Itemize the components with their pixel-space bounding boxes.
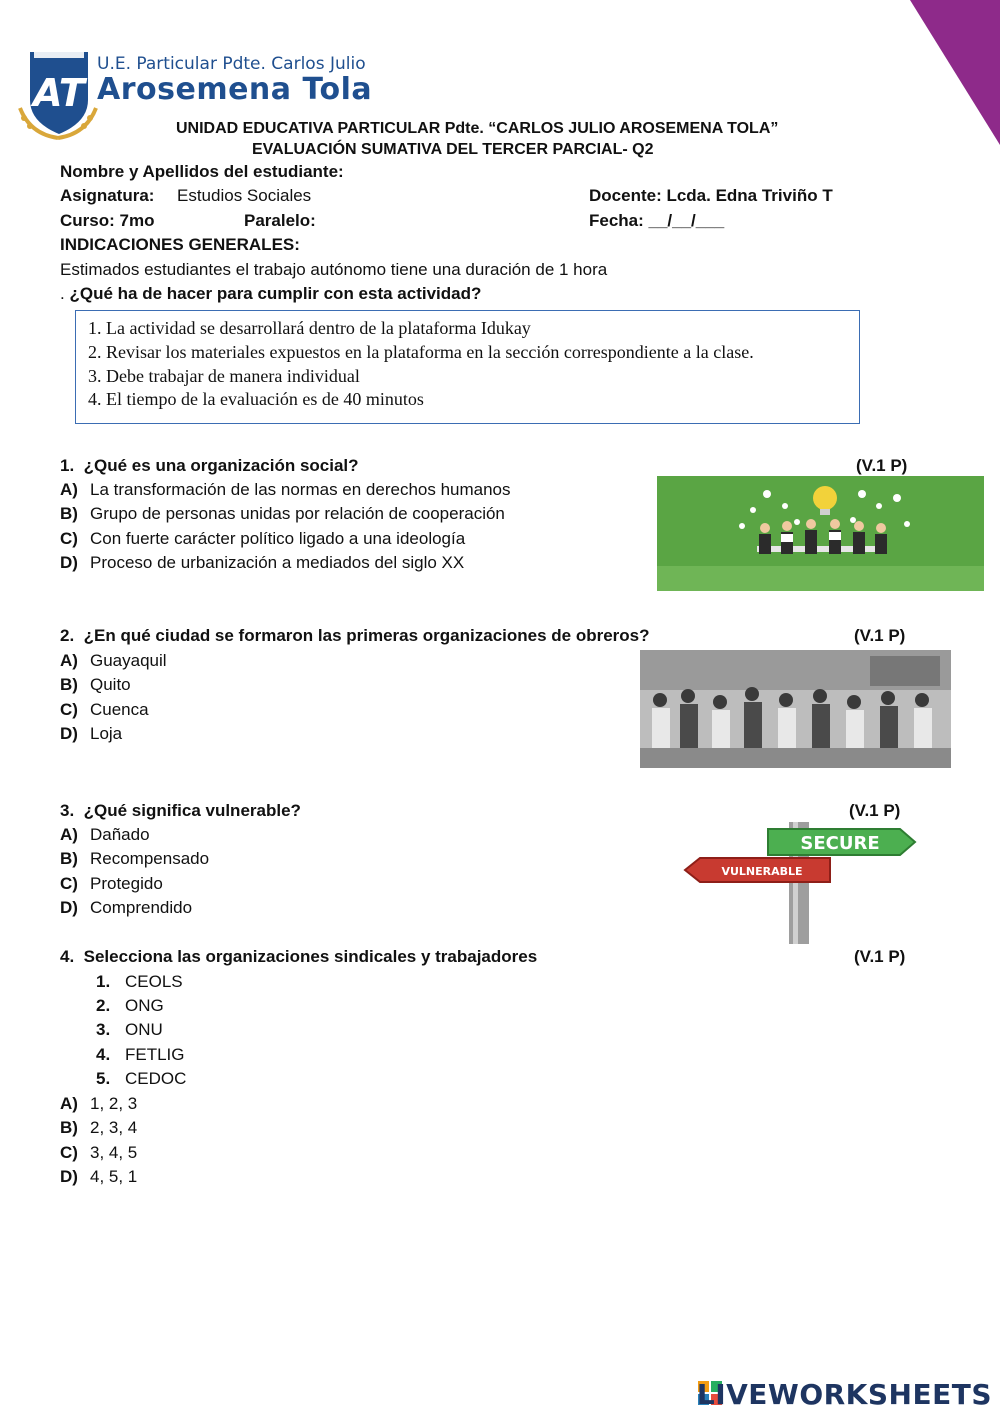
question-4 xyxy=(60,947,537,967)
secure-vulnerable-signpost xyxy=(682,822,918,944)
question-3 xyxy=(60,801,301,821)
activity-question xyxy=(60,284,481,304)
header-title: UNIDAD EDUCATIVA PARTICULAR Pdte. “CARLOS JULIO AROSEMENA TOLA” xyxy=(176,120,779,137)
sign-secure-text: SECURE xyxy=(800,833,880,854)
question-2 xyxy=(60,626,650,646)
question-text: ¿Qué significa vulnerable? xyxy=(83,801,301,820)
instructions-box xyxy=(75,310,860,424)
question-number: 3. xyxy=(60,801,75,820)
option-c[interactable]: C) 3, 4, 5 xyxy=(60,1143,138,1162)
corner-decoration xyxy=(910,0,1000,145)
list-item: 2. ONG xyxy=(96,996,164,1015)
social-organization-illustration xyxy=(657,476,984,591)
question-1 xyxy=(60,456,359,476)
option-d[interactable]: D) Loja xyxy=(60,724,123,743)
option-c[interactable]: C) Protegido xyxy=(60,874,163,893)
subject-label: Asignatura: xyxy=(60,186,155,205)
logo-school-line: U.E. Particular Pdte. Carlos Julio xyxy=(97,54,366,74)
option-a[interactable]: A) La transformación de las normas en derechos humanos xyxy=(60,480,511,499)
instruction-item: 3. Debe trabajar de manera individual xyxy=(88,366,360,386)
parallel-label: Paralelo: xyxy=(244,211,316,230)
instruction-item: 2. Revisar los materiales expuestos en la plataforma en la sección correspondiente a la clase. xyxy=(88,342,754,362)
question-text: ¿Qué es una organización social? xyxy=(83,456,359,475)
question-number: 2. xyxy=(60,626,75,645)
option-b[interactable]: B) Grupo de personas unidas por relación de cooperación xyxy=(60,504,505,523)
question-1-points: (V.1 P) xyxy=(856,456,908,475)
list-item: 1. CEOLS xyxy=(96,972,183,991)
instruction-item: 1. La actividad se desarrollará dentro de la plataforma Idukay xyxy=(88,318,531,338)
option-b[interactable]: B) Recompensado xyxy=(60,849,210,868)
option-a[interactable]: A) Dañado xyxy=(60,825,150,844)
instruction-item: 4. El tiempo de la evaluación es de 40 minutos xyxy=(88,389,424,409)
option-a[interactable]: A) Guayaquil xyxy=(60,651,167,670)
question-3-points: (V.1 P) xyxy=(849,801,901,820)
question-number: 4. xyxy=(60,947,75,966)
option-d[interactable]: D) Proceso de urbanización a mediados del siglo XX xyxy=(60,553,465,572)
workers-meeting-photo xyxy=(640,650,951,768)
option-a[interactable]: A) 1, 2, 3 xyxy=(60,1094,138,1113)
subject-value: Estudios Sociales xyxy=(177,186,312,205)
header-subtitle: EVALUACIÓN SUMATIVA DEL TERCER PARCIAL- Q2 xyxy=(252,141,654,158)
option-b[interactable]: B) Quito xyxy=(60,675,131,694)
option-d[interactable]: D) 4, 5, 1 xyxy=(60,1167,138,1186)
school-logo-shield-icon xyxy=(16,48,98,140)
option-c[interactable]: C) Cuenca xyxy=(60,700,149,719)
sign-vulnerable-text: VULNERABLE xyxy=(721,865,803,878)
liveworksheets-brand: LIVEWORKSHEETS xyxy=(696,1378,992,1411)
course-label: Curso: 7mo xyxy=(60,211,155,230)
question-2-points: (V.1 P) xyxy=(854,626,906,645)
date-field: Fecha: __/__/___ xyxy=(589,211,725,230)
general-instructions-heading: INDICACIONES GENERALES: xyxy=(60,235,300,254)
option-c[interactable]: C) Con fuerte carácter político ligado a una ideología xyxy=(60,529,466,548)
list-item: 5. CEDOC xyxy=(96,1069,187,1088)
option-d[interactable]: D) Comprendido xyxy=(60,898,193,917)
logo-mark-text: AT xyxy=(33,71,85,115)
question-4-points: (V.1 P) xyxy=(854,947,906,966)
list-item: 3. ONU xyxy=(96,1020,163,1039)
question-text: ¿En qué ciudad se formaron las primeras organizaciones de obreros? xyxy=(83,626,650,645)
option-b[interactable]: B) 2, 3, 4 xyxy=(60,1118,138,1137)
question-text: Selecciona las organizaciones sindicales y trabajadores xyxy=(83,947,538,966)
teacher-name: Docente: Lcda. Edna Triviño T xyxy=(589,186,833,205)
question-number: 1. xyxy=(60,456,75,475)
activity-question-text: ¿Qué ha de hacer para cumplir con esta actividad? xyxy=(69,284,482,303)
list-item: 4. FETLIG xyxy=(96,1045,185,1064)
logo-school-name: Arosemena Tola xyxy=(97,72,373,107)
activity-question-prefix: . xyxy=(60,284,65,303)
intro-text: Estimados estudiantes el trabajo autónomo tiene una duración de 1 hora xyxy=(60,260,608,279)
student-name-label: Nombre y Apellidos del estudiante: xyxy=(60,162,344,181)
